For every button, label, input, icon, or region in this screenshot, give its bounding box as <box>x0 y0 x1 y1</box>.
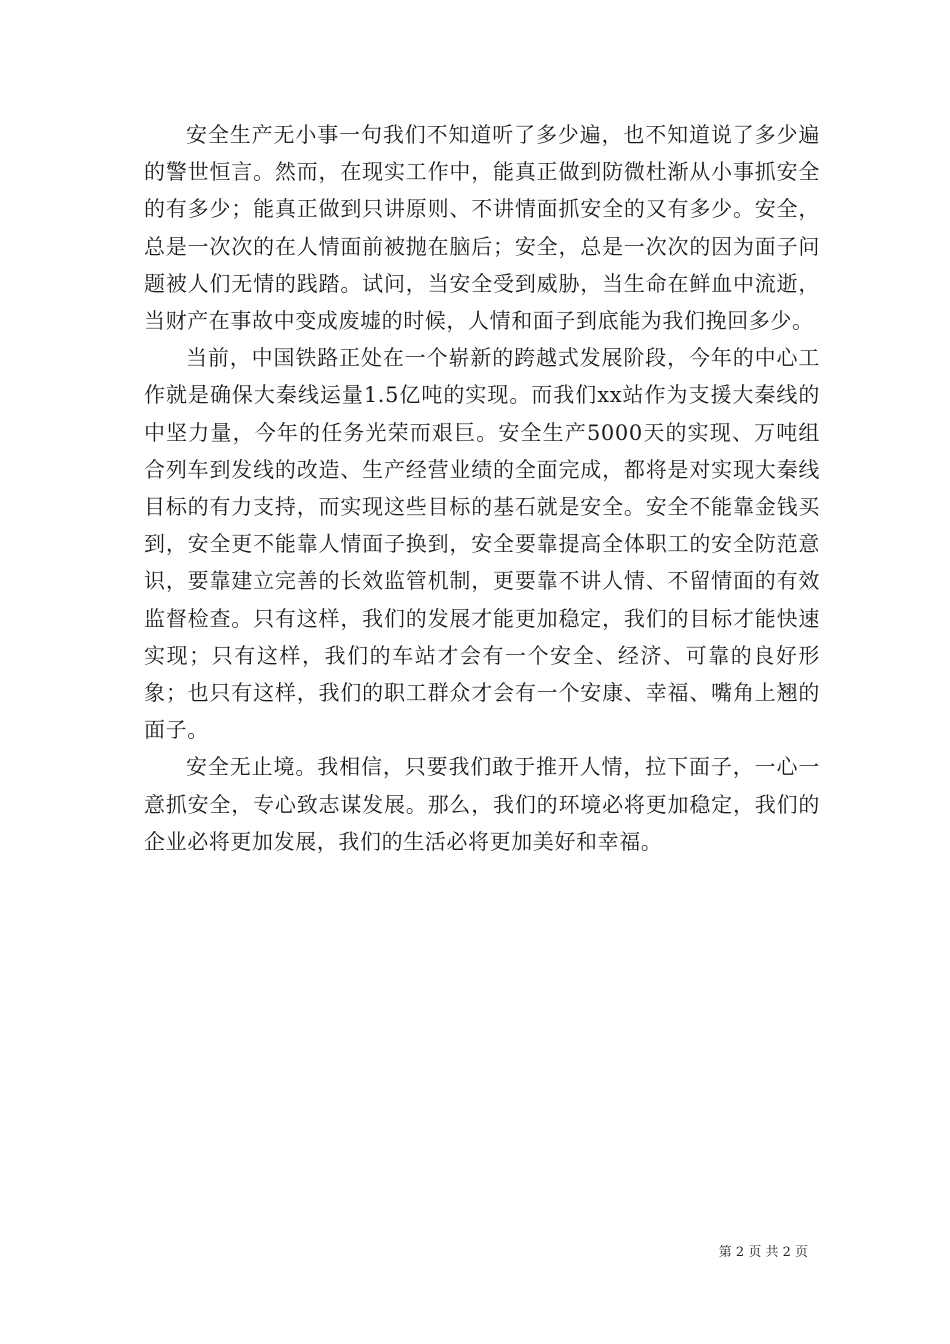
paragraph-2: 当前，中国铁路正处在一个崭新的跨越式发展阶段，今年的中心工作就是确保大秦线运量1.5亿吨的实现。而我们xx站作为支援大秦线的中坚力量，今年的任务光荣而艰巨。安全生产5000天的实现、万吨组合列车到发线的改造、生产经营业绩的全面完成，都将是对实现大秦线目标的有力支持，而实现这些目标的基石就是安全。安全不能靠金钱买到，安全更不能靠人情面子换到，安全要靠提高全体职工的安全防范意识，要靠建立完善的长效监管机制，更要靠不讲人情、不留情面的有效监督检查。只有这样，我们的发展才能更加稳定，我们的目标才能快速实现；只有这样，我们的车站才会有一个安全、经济、可靠的良好形象；也只有这样，我们的职工群众才会有一个安康、幸福、嘴角上翘的面子。 <box>144 346 820 743</box>
document-body <box>144 117 820 861</box>
paragraph-3: 安全无止境。我相信，只要我们敢于推开人情，拉下面子，一心一意抓安全，专心致志谋发展。那么，我们的环境必将更加稳定，我们的企业必将更加发展，我们的生活必将更加美好和幸福。 <box>144 755 820 854</box>
paragraph-1: 安全生产无小事一句我们不知道听了多少遍，也不知道说了多少遍的警世恒言。然而，在现实工作中，能真正做到防微杜渐从小事抓安全的有多少；能真正做到只讲原则、不讲情面抓安全的又有多少。安全，总是一次次的在人情面前被抛在脑后；安全，总是一次次的因为面子问题被人们无情的践踏。试问，当安全受到威胁，当生命在鲜血中流逝，当财产在事故中变成废墟的时候，人情和面子到底能为我们挽回多少。 <box>144 123 820 334</box>
page-number-footer: 第 2 页 共 2 页 <box>718 1245 808 1260</box>
